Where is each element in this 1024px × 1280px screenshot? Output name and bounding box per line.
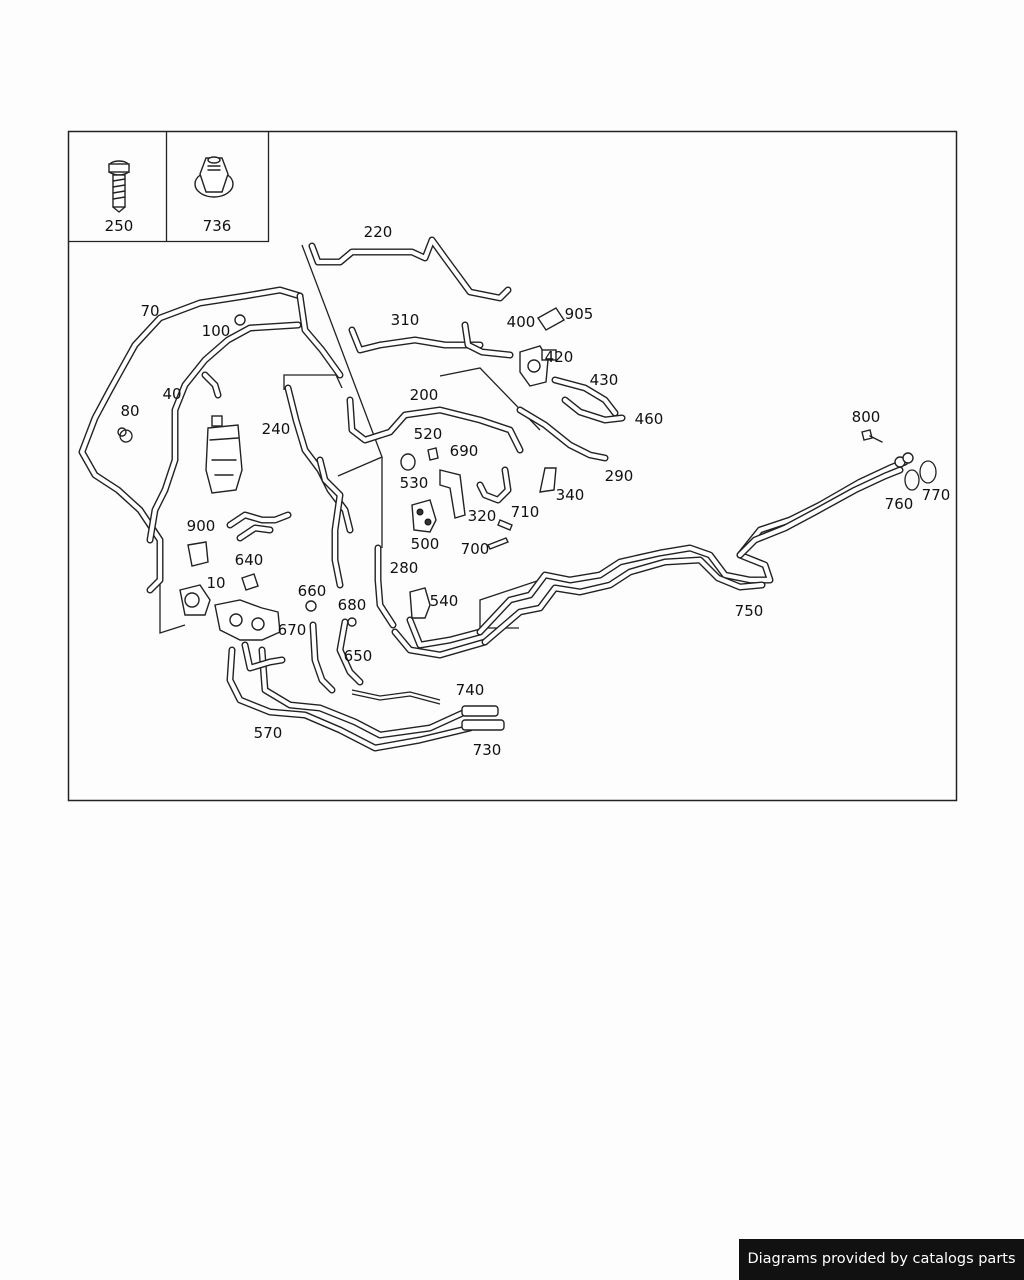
hose-900-2 (240, 528, 270, 538)
nut-100 (235, 315, 245, 325)
callout-750: 750 (734, 602, 764, 620)
reservoir-tank (206, 416, 242, 493)
sensor-640 (242, 574, 258, 590)
callout-905: 905 (564, 305, 594, 323)
bracket-340 (540, 468, 556, 492)
callout-100: 100 (201, 322, 231, 340)
clip-710 (498, 520, 512, 530)
line-740 (352, 690, 440, 704)
bolt-icon (109, 161, 129, 212)
legend-label-736: 736 (202, 217, 232, 235)
part-905 (538, 308, 564, 330)
clip-520 (428, 448, 438, 460)
hose-900-1 (230, 515, 288, 525)
bolt-800 (862, 430, 882, 442)
callout-660: 660 (297, 582, 327, 600)
plug-530 (401, 454, 415, 470)
callout-labels (120, 223, 950, 759)
part-900 (188, 542, 208, 566)
callout-340: 340 (555, 486, 585, 504)
pipe-220 (312, 240, 508, 298)
callout-690: 690 (449, 442, 479, 460)
credit-banner: Diagrams provided by catalogs parts (739, 1239, 1024, 1280)
callout-500: 500 (410, 535, 440, 553)
valve-500 (412, 500, 436, 532)
callout-220: 220 (363, 223, 393, 241)
pipe-70-right (300, 296, 340, 375)
callout-800: 800 (851, 408, 881, 426)
callout-320: 320 (467, 507, 497, 525)
callout-420: 420 (544, 348, 574, 366)
callout-240: 240 (261, 420, 291, 438)
hose-end-730 (462, 706, 504, 730)
callout-730: 730 (472, 741, 502, 759)
nut-icon (195, 157, 233, 197)
callout-280: 280 (389, 559, 419, 577)
callout-80: 80 (120, 402, 140, 420)
hose-670 (313, 625, 332, 690)
callout-760: 760 (884, 495, 914, 513)
callout-680: 680 (337, 596, 367, 614)
callout-310: 310 (390, 311, 420, 329)
callout-520: 520 (413, 425, 443, 443)
callout-40: 40 (162, 385, 182, 403)
pipe-750-c (740, 470, 900, 555)
callout-710: 710 (510, 503, 540, 521)
pipe-310b (465, 325, 510, 355)
callout-290: 290 (604, 467, 634, 485)
legend-label-250: 250 (104, 217, 134, 235)
callout-540: 540 (429, 592, 459, 610)
pipe-540-b (410, 620, 480, 645)
hose-320 (480, 470, 508, 500)
callout-530: 530 (399, 474, 429, 492)
bolt-80 (118, 428, 132, 442)
callout-570: 570 (253, 724, 283, 742)
callout-200: 200 (409, 386, 439, 404)
callout-650: 650 (343, 647, 373, 665)
pipe-310 (352, 330, 480, 350)
clip-660 (306, 601, 316, 611)
pipe-40b (205, 375, 218, 395)
valve-block-570 (215, 600, 280, 640)
clip-680 (348, 618, 356, 626)
bracket-690 (440, 470, 465, 518)
callout-430: 430 (589, 371, 619, 389)
callout-770: 770 (921, 486, 951, 504)
callout-700: 700 (460, 540, 490, 558)
valve-540 (410, 588, 430, 618)
callout-670: 670 (277, 621, 307, 639)
callout-70: 70 (140, 302, 160, 320)
callout-460: 460 (634, 410, 664, 428)
legend-box (69, 132, 269, 242)
pipe-240b (320, 460, 340, 585)
clip-700 (488, 538, 508, 549)
callout-740: 740 (455, 681, 485, 699)
callout-10: 10 (206, 574, 226, 592)
callout-900: 900 (186, 517, 216, 535)
callout-400: 400 (506, 313, 536, 331)
connector-760 (895, 453, 913, 467)
callout-640: 640 (234, 551, 264, 569)
